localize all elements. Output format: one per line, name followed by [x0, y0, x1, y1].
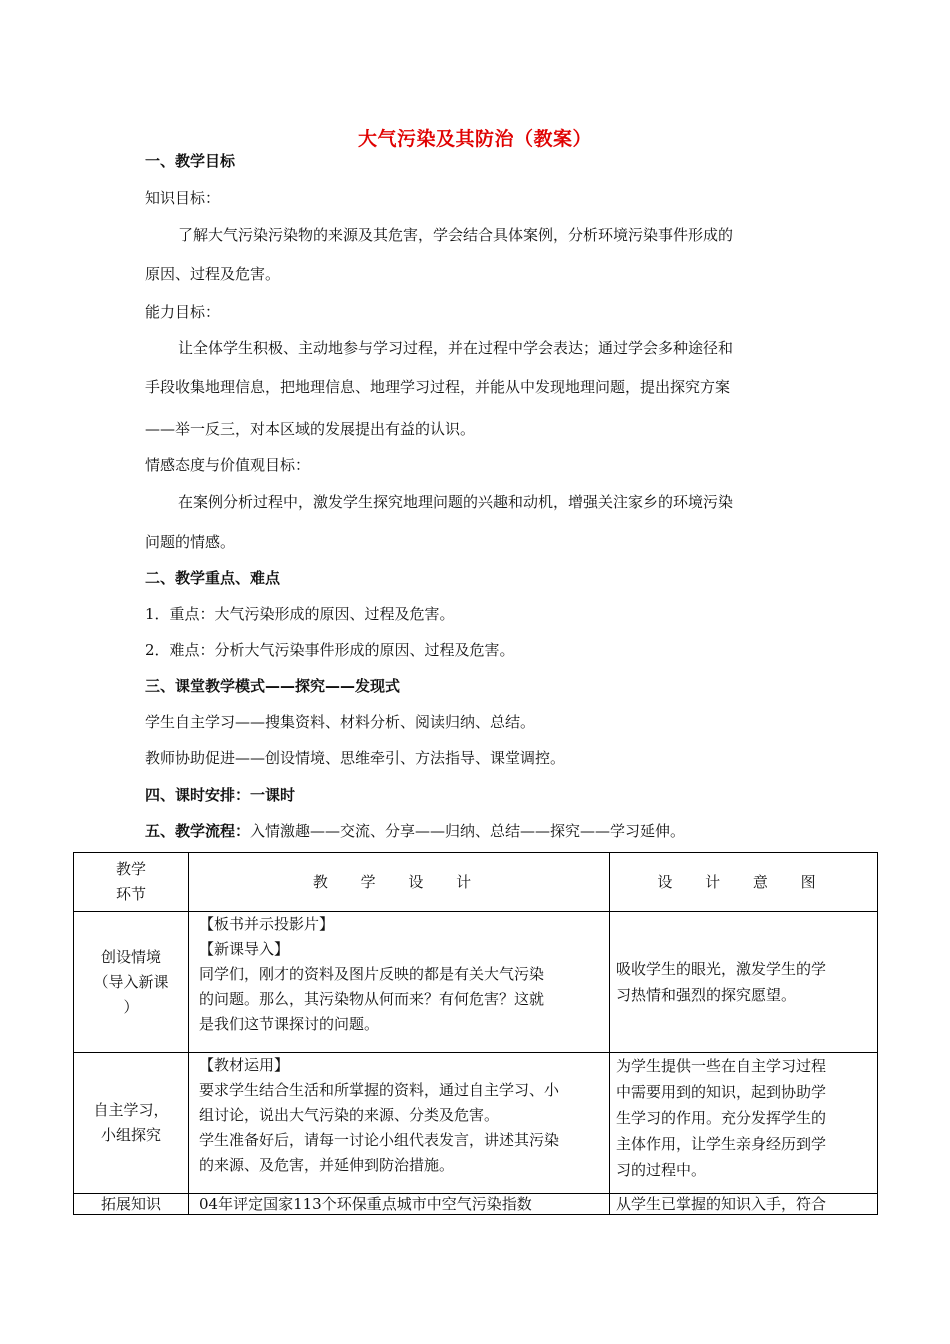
mode-text-2: 教师协助促进——创设情境、思维牵引、方法指导、课堂调控。	[145, 749, 566, 767]
design-cell	[189, 1194, 610, 1215]
ability-text-3: ——举一反三，对本区域的发展提出有益的认识。	[145, 420, 476, 438]
table-row	[74, 1053, 878, 1194]
stage-text: 拓展知识	[100, 1195, 161, 1213]
emotion-label: 情感态度与价值观目标：	[145, 456, 311, 474]
design-text: 【板书并示投影片】	[199, 915, 335, 933]
intent-cell	[610, 1053, 878, 1194]
design-text: 要求学生结合生活和所掌握的资料，通过自主学习、小	[199, 1081, 560, 1099]
section-5-text: 入情激趣——交流、分享——归纳、总结——探究——学习延伸。	[250, 822, 686, 840]
table-header-row	[74, 853, 878, 912]
design-text: 04年评定国家113个环保重点城市中空气污染指数	[199, 1195, 532, 1213]
section-5-line	[145, 821, 685, 841]
teaching-flow-table	[73, 852, 878, 1215]
intent-text: 从学生已掌握的知识入手，符合	[616, 1195, 827, 1213]
header-stage-line-2: 环节	[115, 885, 146, 903]
section-3-heading: 三、课堂教学模式——探究——发现式	[145, 677, 401, 695]
table-row	[74, 1194, 878, 1215]
page-title: 大气污染及其防治（教案）	[357, 128, 592, 150]
knowledge-label: 知识目标：	[145, 189, 221, 207]
intent-text: 为学生提供一些在自主学习过程	[616, 1057, 827, 1075]
header-intent: 设 计 意 图	[610, 853, 878, 912]
design-text: 是我们这节课探讨的问题。	[199, 1015, 380, 1033]
intent-cell	[610, 1194, 878, 1215]
intent-text: 中需要用到的知识，起到协助学	[616, 1083, 827, 1101]
header-design: 教 学 设 计	[189, 853, 610, 912]
emotion-text-2: 问题的情感。	[145, 533, 236, 551]
stage-text: 创设情境	[100, 947, 161, 966]
stage-text: （导入新课	[93, 972, 169, 991]
intent-cell	[610, 912, 878, 1053]
stage-text: 小组探究	[100, 1126, 161, 1144]
header-stage-line-1: 教学	[115, 860, 146, 878]
intent-text: 主体作用，让学生亲身经历到学	[616, 1135, 827, 1153]
design-cell	[189, 912, 610, 1053]
table-row	[74, 912, 878, 1053]
section-2-heading: 二、教学重点、难点	[145, 569, 281, 587]
knowledge-text-1: 了解大气污染污染物的来源及其危害，学会结合具体案例，分析环境污染事件形成的	[178, 226, 734, 244]
stage-text: 自主学习，	[93, 1101, 169, 1119]
ability-label: 能力目标：	[145, 303, 221, 321]
knowledge-text-2: 原因、过程及危害。	[145, 265, 281, 283]
intent-text: 习的过程中。	[616, 1161, 707, 1179]
stage-text: ）	[123, 997, 139, 1016]
design-text: 组讨论，说出大气污染的来源、分类及危害。	[199, 1106, 500, 1124]
design-text: 的问题。那么，其污染物从何而来？有何危害？这就	[199, 990, 545, 1008]
difficulty-point: 2．难点：分析大气污染事件形成的原因、过程及危害。	[145, 641, 515, 659]
header-stage	[74, 853, 189, 912]
stage-cell	[74, 1053, 189, 1194]
stage-cell	[74, 1194, 189, 1215]
emotion-text-1: 在案例分析过程中，激发学生探究地理问题的兴趣和动机，增强关注家乡的环境污染	[178, 493, 734, 511]
key-point: 1．重点：大气污染形成的原因、过程及危害。	[145, 605, 455, 623]
intent-text: 习热情和强烈的探究愿望。	[616, 986, 797, 1004]
mode-text-1: 学生自主学习——搜集资料、材料分析、阅读归纳、总结。	[145, 713, 536, 731]
ability-text-2: 手段收集地理信息，把地理信息、地理学习过程，并能从中发现地理问题，提出探究方案	[145, 378, 731, 396]
section-4-heading: 四、课时安排：一课时	[145, 786, 296, 804]
section-5-heading: 五、教学流程：	[145, 822, 251, 840]
design-text: 学生准备好后，请每一讨论小组代表发言，讲述其污染	[199, 1131, 560, 1149]
intent-text: 吸收学生的眼光，激发学生的学	[616, 960, 827, 978]
intent-text: 生学习的作用。充分发挥学生的	[616, 1109, 827, 1127]
design-text: 同学们，刚才的资料及图片反映的都是有关大气污染	[199, 965, 545, 983]
design-text: 【新课导入】	[199, 940, 290, 958]
section-1-heading: 一、教学目标	[145, 152, 236, 170]
design-text: 【教材运用】	[199, 1056, 290, 1074]
design-cell	[189, 1053, 610, 1194]
stage-cell	[74, 912, 189, 1053]
design-text: 的来源、及危害，并延伸到防治措施。	[199, 1156, 455, 1174]
ability-text-1: 让全体学生积极、主动地参与学习过程，并在过程中学会表达；通过学会多种途径和	[178, 339, 734, 357]
